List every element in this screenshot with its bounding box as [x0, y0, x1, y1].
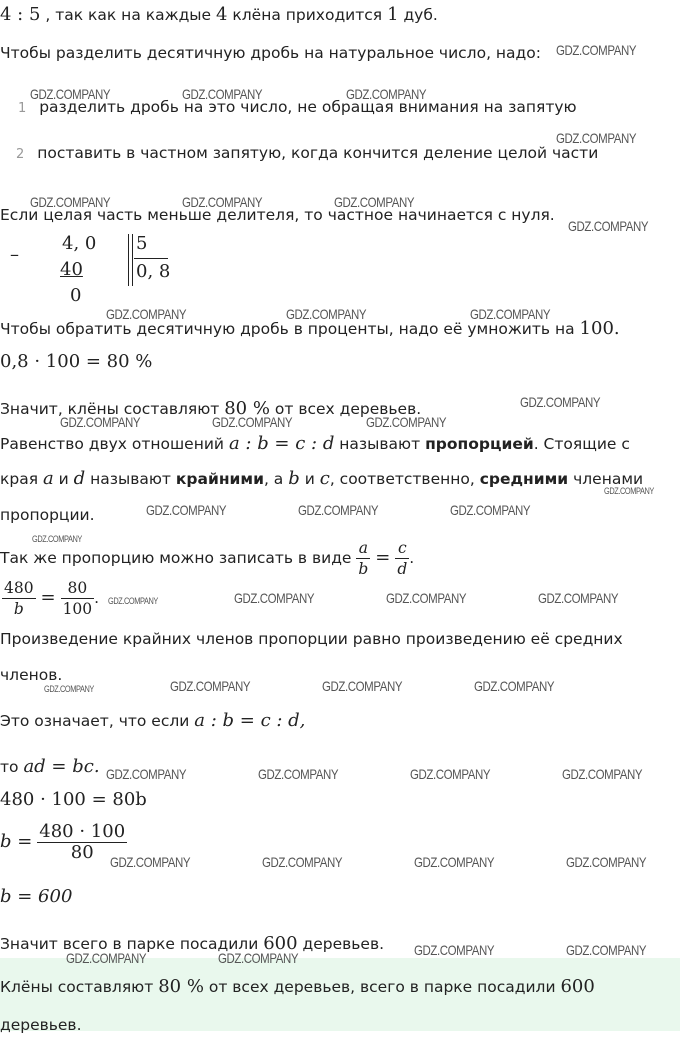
- division-quotient: 0, 8: [136, 261, 171, 282]
- maples-num: 80 %: [224, 398, 270, 419]
- division-remainder: 0: [70, 285, 82, 306]
- then-line: [0, 756, 100, 777]
- alt-eq: =: [375, 547, 391, 568]
- division-minus: –: [10, 244, 19, 265]
- long-division: [0, 228, 680, 308]
- watermark: GDZ.COMPANY: [322, 678, 403, 694]
- division-bar-horizontal: [134, 258, 168, 259]
- calc-2-num: 480 · 100: [39, 821, 126, 842]
- equation-fractions: $\frac{480}{b}$ = $\frac{80}{100}$ .: [4, 579, 100, 618]
- watermark: GDZ.COMPANY: [60, 414, 141, 430]
- prop2-term-2: средними: [479, 470, 569, 488]
- watermark: GDZ.COMPANY: [450, 502, 531, 518]
- watermark: GDZ.COMPANY: [562, 766, 643, 782]
- calc-1: 480 · 100 = 80b: [0, 789, 147, 810]
- total-text-2: деревьев.: [302, 935, 385, 953]
- prop2-var-b: b: [288, 468, 300, 489]
- watermark: GDZ.COMPANY: [386, 590, 467, 606]
- watermark: GDZ.COMPANY: [182, 194, 263, 210]
- watermark: GDZ.COMPANY: [566, 854, 647, 870]
- watermark: GDZ.COMPANY: [298, 502, 379, 518]
- answer-box: [0, 958, 680, 1034]
- answer-text-3: деревьев.: [0, 1016, 82, 1034]
- eq-num-2: 80: [61, 578, 95, 599]
- product-rule-1: Произведение крайних членов пропорции равно произведению её средних: [0, 630, 623, 648]
- eq-fraction-2: [61, 578, 95, 619]
- calc-3: b = 600: [0, 886, 73, 907]
- then-math: ad = bc.: [23, 756, 100, 777]
- percent-rule-num: 100.: [579, 318, 620, 339]
- intro-text-3: дуб.: [403, 6, 438, 24]
- answer-num-1: 80 %: [158, 976, 204, 997]
- intro-text-2: клёна приходится: [232, 6, 383, 24]
- prop2-var-c: c: [319, 468, 330, 489]
- then-text: то: [0, 758, 19, 776]
- step-1-text: разделить дробь на это число, не обращая внимания на запятую: [39, 98, 577, 116]
- intro-num: 4: [216, 4, 228, 25]
- watermark: GDZ.COMPANY: [218, 950, 299, 966]
- calc-2: [0, 822, 127, 863]
- prop2-text-2: называют: [90, 470, 171, 488]
- watermark: GDZ.COMPANY: [556, 42, 637, 58]
- percent-rule-text: Чтобы обратить десятичную дробь в проценты, надо её умножить на: [0, 320, 575, 338]
- prop2-var-d: d: [73, 468, 86, 489]
- alt-den-2: d: [397, 560, 408, 578]
- watermark: GDZ.COMPANY: [538, 590, 619, 606]
- prop2-var-a: a: [42, 468, 54, 489]
- prop1-text-3: . Стоящие с: [533, 435, 630, 453]
- division-bar-vertical: [128, 234, 129, 286]
- answer-num-2: 600: [560, 976, 595, 997]
- zero-rule: Если целая часть меньше делителя, то частное начинается с нуля.: [0, 206, 555, 224]
- calc-2-den: 80: [70, 842, 94, 863]
- watermark: GDZ.COMPANY: [110, 854, 191, 870]
- alt-form-text: Так же пропорцию можно записать в виде: [0, 549, 352, 567]
- maples-text: Значит, клёны составляют: [0, 400, 220, 418]
- eq-den-2: 100: [62, 600, 93, 618]
- prop2-text-3: , а: [263, 470, 284, 488]
- proportion-line-1: [0, 433, 630, 454]
- division-subtrahend: 40: [60, 259, 83, 280]
- step-2: [16, 144, 598, 162]
- intro-num-2: 1: [387, 4, 399, 25]
- alt-num-1: a: [356, 538, 370, 559]
- division-bar-vertical-2: [132, 234, 133, 286]
- prop2-term-1: крайними: [175, 470, 264, 488]
- watermark: GDZ.COMPANY: [212, 414, 293, 430]
- watermark: GDZ.COMPANY: [262, 854, 343, 870]
- total-text: Значит всего в парке посадили: [0, 935, 259, 953]
- watermark: GDZ.COMPANY: [32, 534, 82, 544]
- watermark: GDZ.COMPANY: [182, 86, 263, 102]
- watermark: GDZ.COMPANY: [556, 130, 637, 146]
- prop2-and-2: и: [304, 470, 315, 488]
- prop2-text-4: , соответственно,: [329, 470, 475, 488]
- prop2-text-5: членами: [573, 470, 644, 488]
- eq-num-1: 480: [4, 579, 34, 597]
- prop2-and: и: [58, 470, 69, 488]
- prop1-term: пропорцией: [425, 435, 534, 453]
- answer-text-2: от всех деревьев, всего в парке посадили: [208, 978, 556, 996]
- watermark: GDZ.COMPANY: [366, 414, 447, 430]
- eq-fraction-1: [2, 578, 36, 619]
- watermark: GDZ.COMPANY: [234, 590, 315, 606]
- step-2-text: поставить в частном запятую, когда кончится деление целой части: [37, 144, 599, 162]
- watermark: GDZ.COMPANY: [66, 950, 147, 966]
- total-num: 600: [263, 933, 298, 954]
- proportion-line-2: [0, 468, 643, 489]
- intro-text: , так как на каждые: [45, 6, 212, 24]
- watermark: GDZ.COMPANY: [414, 854, 495, 870]
- proportion-line-3: пропорции.: [0, 506, 95, 524]
- watermark: GDZ.COMPANY: [108, 596, 158, 606]
- division-dividend: 4, 0: [62, 233, 97, 254]
- maples-text-2: от всех деревьев.: [274, 400, 422, 418]
- watermark: GDZ.COMPANY: [106, 766, 187, 782]
- rule-title: Чтобы разделить десятичную дробь на натуральное число, надо:: [0, 44, 541, 62]
- answer-text: [0, 968, 660, 1044]
- ratio-math: 4 : 5: [0, 4, 41, 25]
- watermark: GDZ.COMPANY: [470, 306, 551, 322]
- prop1-math: a : b = c : d: [228, 433, 335, 454]
- alt-fraction-1: [356, 538, 370, 579]
- step-2-number: 2: [16, 147, 25, 162]
- alt-form-line: Так же пропорцию можно записать в виде $\frac{a}{b}$ = $\frac{c}{d}$ .: [0, 539, 415, 578]
- means-math: a : b = c : d,: [194, 710, 306, 731]
- alt-num-2: c: [395, 538, 409, 559]
- prop1-text: Равенство двух отношений: [0, 435, 225, 453]
- alt-den-1: b: [358, 560, 369, 578]
- prop1-text-2: называют: [339, 435, 421, 453]
- watermark: GDZ.COMPANY: [170, 678, 251, 694]
- alt-fraction-2: [395, 538, 409, 579]
- prop2-text: края: [0, 470, 39, 488]
- eq-den-1: b: [13, 600, 24, 618]
- means-text: Это означает, что если: [0, 712, 190, 730]
- watermark: GDZ.COMPANY: [30, 194, 111, 210]
- watermark: GDZ.COMPANY: [414, 942, 495, 958]
- watermark: GDZ.COMPANY: [568, 218, 649, 234]
- intro-ratio-line: [0, 4, 438, 25]
- watermark: GDZ.COMPANY: [474, 678, 555, 694]
- watermark: GDZ.COMPANY: [410, 766, 491, 782]
- total-line: [0, 933, 384, 954]
- watermark: GDZ.COMPANY: [258, 766, 339, 782]
- watermark: GDZ.COMPANY: [604, 486, 654, 496]
- watermark: GDZ.COMPANY: [346, 86, 427, 102]
- step-1-number: 1: [18, 101, 27, 116]
- watermark: GDZ.COMPANY: [286, 306, 367, 322]
- calc-2-lhs: b =: [0, 831, 33, 852]
- watermark: GDZ.COMPANY: [566, 942, 647, 958]
- means-line: [0, 710, 305, 731]
- division-divisor: 5: [136, 233, 148, 254]
- watermark: GDZ.COMPANY: [520, 394, 601, 410]
- watermark: GDZ.COMPANY: [30, 86, 111, 102]
- watermark: GDZ.COMPANY: [106, 306, 187, 322]
- answer-text-1: Клёны составляют: [0, 978, 154, 996]
- percent-calc: 0,8 · 100 = 80 %: [0, 351, 153, 372]
- watermark: GDZ.COMPANY: [146, 502, 227, 518]
- watermark: GDZ.COMPANY: [334, 194, 415, 210]
- watermark: GDZ.COMPANY: [44, 684, 94, 694]
- product-rule-2: членов.: [0, 666, 63, 684]
